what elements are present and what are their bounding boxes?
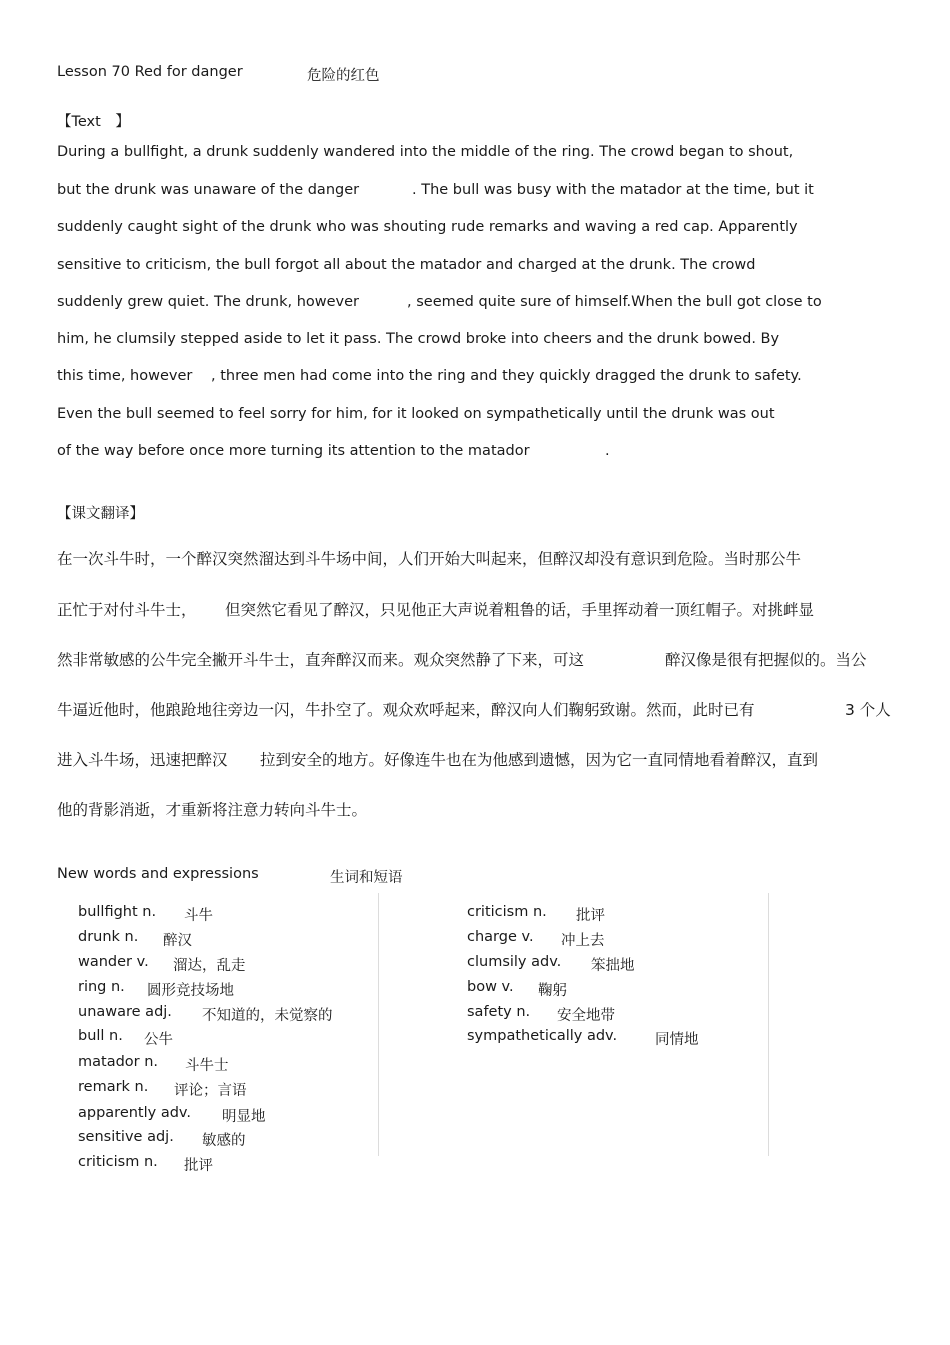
vocab-entry: [78, 904, 213, 924]
vocab-meaning: 斗牛士: [185, 1058, 229, 1074]
vocab-meaning: 安全地带: [557, 1008, 615, 1024]
vocab-entry: [78, 1105, 266, 1125]
vocab-entry: [78, 1079, 247, 1099]
translation-line: 醉汉像是很有把握似的。当公: [665, 651, 867, 669]
vocab-entry: [78, 929, 192, 949]
vocab-entry: [467, 1004, 615, 1024]
vocab-meaning: 评论；言语: [174, 1083, 247, 1099]
translation-line: 牛逼近他时，他踉跄地往旁边一闪，牛扑空了。观众欢呼起来，醉汉向人们鞠躬致谢。然而，此时已有: [57, 701, 755, 719]
vocab-meaning: 批评: [184, 1158, 213, 1174]
vocab-word: apparently adv.: [78, 1105, 191, 1121]
vocab-meaning: 鞠躬: [538, 983, 567, 999]
vocab-word: criticism n.: [78, 1154, 158, 1170]
lesson-title-cn: 危险的红色: [307, 68, 380, 84]
translation-line: 3 个人: [845, 701, 891, 719]
column-divider: [768, 893, 769, 1156]
vocab-word: ring n.: [78, 979, 125, 995]
vocab-word: clumsily adv.: [467, 954, 562, 970]
words-heading: New words and expressions: [57, 866, 259, 882]
vocab-meaning: 圆形竞技场地: [147, 983, 234, 999]
vocab-entry: [78, 954, 246, 974]
vocab-word: criticism n.: [467, 904, 547, 920]
vocab-word: sympathetically adv.: [467, 1028, 618, 1044]
vocab-meaning: 敏感的: [202, 1133, 246, 1149]
vocab-word: remark n.: [78, 1079, 149, 1095]
vocab-meaning: 冲上去: [561, 933, 605, 949]
vocab-meaning: 不知道的，未觉察的: [202, 1008, 333, 1024]
text-line: of the way before once more turning its attention to the matador: [57, 443, 530, 459]
translation-line: 在一次斗牛时，一个醉汉突然溜达到斗牛场中间，人们开始大叫起来，但醉汉却没有意识到危险。当时那公牛: [57, 550, 802, 568]
vocab-entry: [467, 904, 605, 924]
text-line: , seemed quite sure of himself.When the bull got close to: [407, 294, 822, 310]
text-line: Even the bull seemed to feel sorry for him, for it looked on sympathetically until the drunk was out: [57, 406, 775, 422]
text-line: but the drunk was unaware of the danger: [57, 182, 360, 198]
text-line: sensitive to criticism, the bull forgot all about the matador and charged at the drunk. The crowd: [57, 257, 756, 273]
translation-line: 进入斗牛场，迅速把醉汉: [57, 751, 228, 769]
translation-line: 但突然它看见了醉汉，只见他正大声说着粗鲁的话，手里挥动着一顶红帽子。对挑衅显: [225, 601, 815, 619]
vocab-entry: [78, 979, 234, 999]
vocab-entry: [78, 1028, 173, 1048]
words-heading-cn: 生词和短语: [330, 870, 403, 886]
vocab-entry: [78, 1129, 246, 1149]
translation-line: 正忙于对付斗牛士，: [57, 601, 197, 619]
vocab-word: sensitive adj.: [78, 1129, 174, 1145]
vocab-word: wander v.: [78, 954, 149, 970]
vocab-meaning: 同情地: [655, 1032, 699, 1048]
vocab-entry: [467, 979, 567, 999]
vocab-meaning: 公牛: [144, 1032, 173, 1048]
column-divider: [378, 893, 379, 1156]
vocab-meaning: 醉汉: [163, 933, 192, 949]
text-line: During a bullfight, a drunk suddenly wandered into the middle of the ring. The crowd began to shout,: [57, 144, 794, 160]
vocab-word: bow v.: [467, 979, 514, 995]
vocab-meaning: 批评: [576, 908, 605, 924]
vocab-meaning: 斗牛: [184, 908, 213, 924]
text-line: suddenly caught sight of the drunk who was shouting rude remarks and waving a red cap. Apparently: [57, 219, 798, 235]
vocab-entry: [467, 1028, 699, 1048]
vocab-word: safety n.: [467, 1004, 531, 1020]
vocab-meaning: 溜达，乱走: [173, 958, 246, 974]
vocab-entry: [78, 1004, 333, 1024]
vocab-entry: [78, 1054, 229, 1074]
vocab-word: matador n.: [78, 1054, 159, 1070]
vocab-word: drunk n.: [78, 929, 139, 945]
vocab-word: unaware adj.: [78, 1004, 172, 1020]
translation-heading: 【课文翻译】: [57, 506, 144, 522]
translation-line: 他的背影消逝，才重新将注意力转向斗牛士。: [57, 801, 368, 819]
text-line: , three men had come into the ring and they quickly dragged the drunk to safety.: [211, 368, 802, 384]
vocab-entry: [467, 929, 605, 949]
vocab-entry: [78, 1154, 213, 1174]
text-line: .: [605, 443, 610, 459]
vocab-word: charge v.: [467, 929, 534, 945]
vocab-meaning: 明显地: [222, 1109, 266, 1125]
vocab-word: bullfight n.: [78, 904, 157, 920]
vocab-word: bull n.: [78, 1028, 123, 1044]
text-heading: 【Text 】: [57, 114, 130, 130]
translation-line: 然非常敏感的公牛完全撇开斗牛士，直奔醉汉而来。观众突然静了下来，可这: [57, 651, 585, 669]
lesson-title: Lesson 70 Red for danger: [57, 64, 243, 80]
translation-line: 拉到安全的地方。好像连牛也在为他感到遗憾，因为它一直同情地看着醉汉，直到: [260, 751, 819, 769]
text-line: him, he clumsily stepped aside to let it pass. The crowd broke into cheers and the drunk bowed. By: [57, 331, 780, 347]
vocab-meaning: 笨拙地: [591, 958, 635, 974]
text-line: . The bull was busy with the matador at the time, but it: [412, 182, 814, 198]
text-line: this time, however: [57, 368, 193, 384]
vocab-entry: [467, 954, 635, 974]
text-line: suddenly grew quiet. The drunk, however: [57, 294, 360, 310]
